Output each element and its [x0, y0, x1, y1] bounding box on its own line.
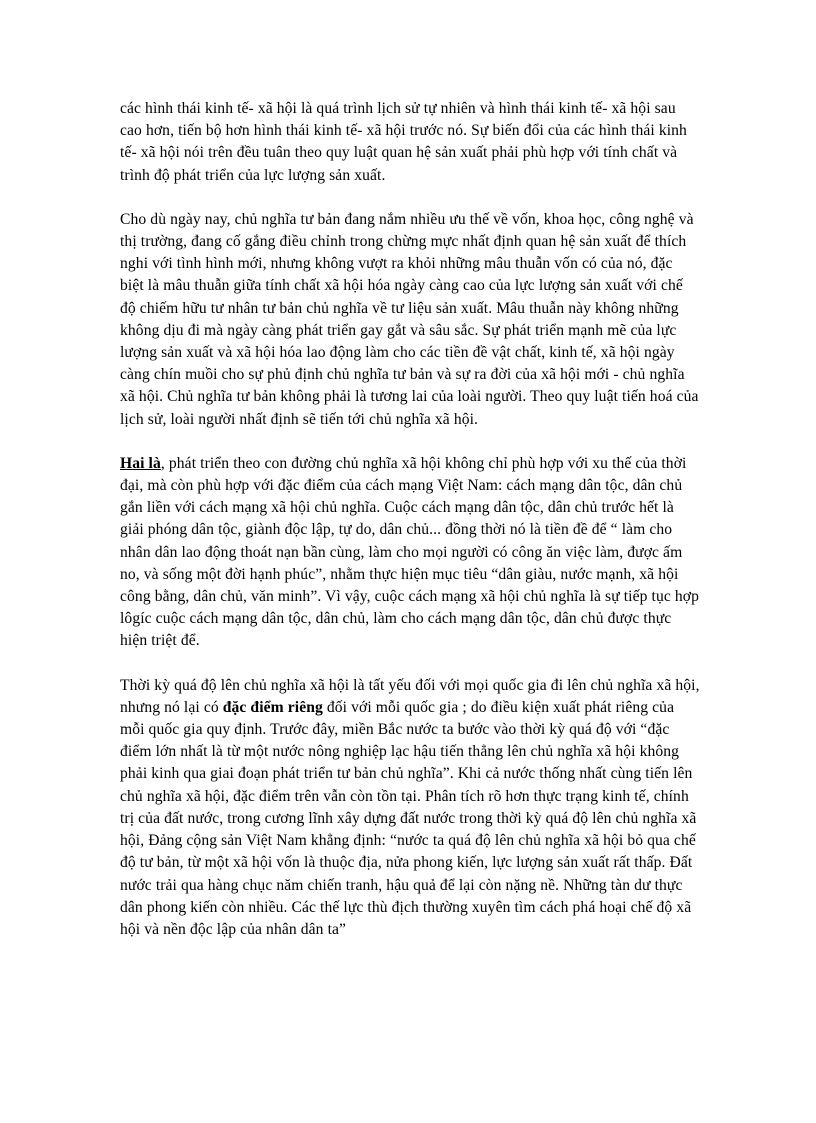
paragraph-2	[120, 209, 700, 431]
paragraph-4-bold-term: đặc điểm riêng	[222, 698, 323, 716]
paragraph-2-text: Cho dù ngày nay, chủ nghĩa tư bản đang nắm nhiều ưu thế về vốn, khoa học, công nghệ và thị trường, đang cố gắng điều chỉnh trong chừng mực nhất định quan hệ sản xuất để thích nghi với tình hình mới, nhưng không vượt ra khỏi những mâu thuẫn vốn có của nó, đặc biệt là mâu thuẫn giữa tính chất xã hội hóa ngày càng cao của lực lượng sản xuất với chế độ chiếm hữu tư nhân tư bản chủ nghĩa về tư liệu sản xuất. Mâu thuẫn này không những không dịu đi mà ngày càng phát triển gay gắt và sâu sắc. Sự phát triển mạnh mẽ của lực lượng sản xuất và xã hội hóa lao động làm cho các tiền đề vật chất, kinh tế, xã hội ngày càng chín muồi cho sự phủ định chủ nghĩa tư bản và sự ra đời của xã hội mới - chủ nghĩa xã hội. Chủ nghĩa tư bản không phải là tương lai của loài người. Theo quy luật tiến hoá của lịch sử, loài người nhất định sẽ tiến tới chủ nghĩa xã hội.	[120, 210, 699, 428]
paragraph-3-text: , phát triển theo con đường chủ nghĩa xã hội không chỉ phù hợp với xu thế của thời đại, mà còn phù hợp với đặc điểm của cách mạng Việt Nam: cách mạng dân tộc, dân chủ gắn liền với cách mạng xã hội chủ nghĩa. Cuộc cách mạng dân tộc, dân chủ trước hết là giải phóng dân tộc, giành độc lập, tự do, dân chủ... đồng thời nó là tiền đề để “ làm cho nhân dân lao động thoát nạn bần cùng, làm cho mọi người có công ăn việc làm, được ấm no, và sống một đời hạnh phúc”, nhằm thực hiện mục tiêu “dân giàu, nước mạnh, xã hội công bằng, dân chủ, văn minh”. Vì vậy, cuộc cách mạng xã hội chủ nghĩa là sự tiếp tục hợp lôgíc cuộc cách mạng dân tộc, dân chủ, làm cho cách mạng dân tộc, dân chủ được thực hiện triệt để.	[120, 454, 700, 650]
paragraph-1-text: các hình thái kinh tế- xã hội là quá trình lịch sử tự nhiên và hình thái kinh tế- xã hội sau cao hơn, tiến bộ hơn hình thái kinh tế- xã hội trước nó. Sự biến đổi của các hình thái kinh tế- xã hội nói trên đều tuân theo quy luật quan hệ sản xuất phải phù hợp với tính chất và trình độ phát triển của lực lượng sản xuất.	[120, 100, 687, 184]
paragraph-3-lead-heading: Hai là	[120, 454, 161, 472]
paragraph-4	[120, 675, 700, 941]
paragraph-4-text-before: Thời kỳ quá độ lên chủ nghĩa xã hội là tất yếu đối với mọi quốc gia đi lên chủ nghĩa xã hội, nhưng nó lại có	[120, 676, 700, 716]
paragraph-3	[120, 453, 700, 653]
paragraph-1	[120, 98, 700, 187]
document-page	[120, 98, 700, 963]
paragraph-4-text-after: đối với mỗi quốc gia ; do điều kiện xuất phát riêng của mỗi quốc gia quy định. Trước đây, miền Bắc nước ta bước vào thời kỳ quá độ với “đặc điểm lớn nhất là từ một nước nông nghiệp lạc hậu tiến thẳng lên chủ nghĩa xã hội không phải kinh qua giai đoạn phát triển tư bản chủ nghĩa”. Khi cả nước thống nhất cùng tiến lên chủ nghĩa xã hội, đặc điểm trên vẫn còn tồn tại. Phân tích rõ hơn thực trạng kinh tế, chính trị của đất nước, trong cương lĩnh xây dựng đất nước trong thời kỳ quá độ lên chủ nghĩa xã hội, Đảng cộng sản Việt Nam khẳng định: “nước ta quá độ lên chủ nghĩa xã hội bỏ qua chế độ tư bản, từ một xã hội vốn là thuộc địa, nửa phong kiến, lực lượng sản xuất rất thấp. Đất nước trải qua hàng chục năm chiến tranh, hậu quả để lại còn nặng nề. Những tàn dư thực dân phong kiến còn nhiều. Các thế lực thù địch thường xuyên tìm cách phá hoại chế độ xã hội và nền độc lập của nhân dân ta”	[120, 698, 697, 938]
